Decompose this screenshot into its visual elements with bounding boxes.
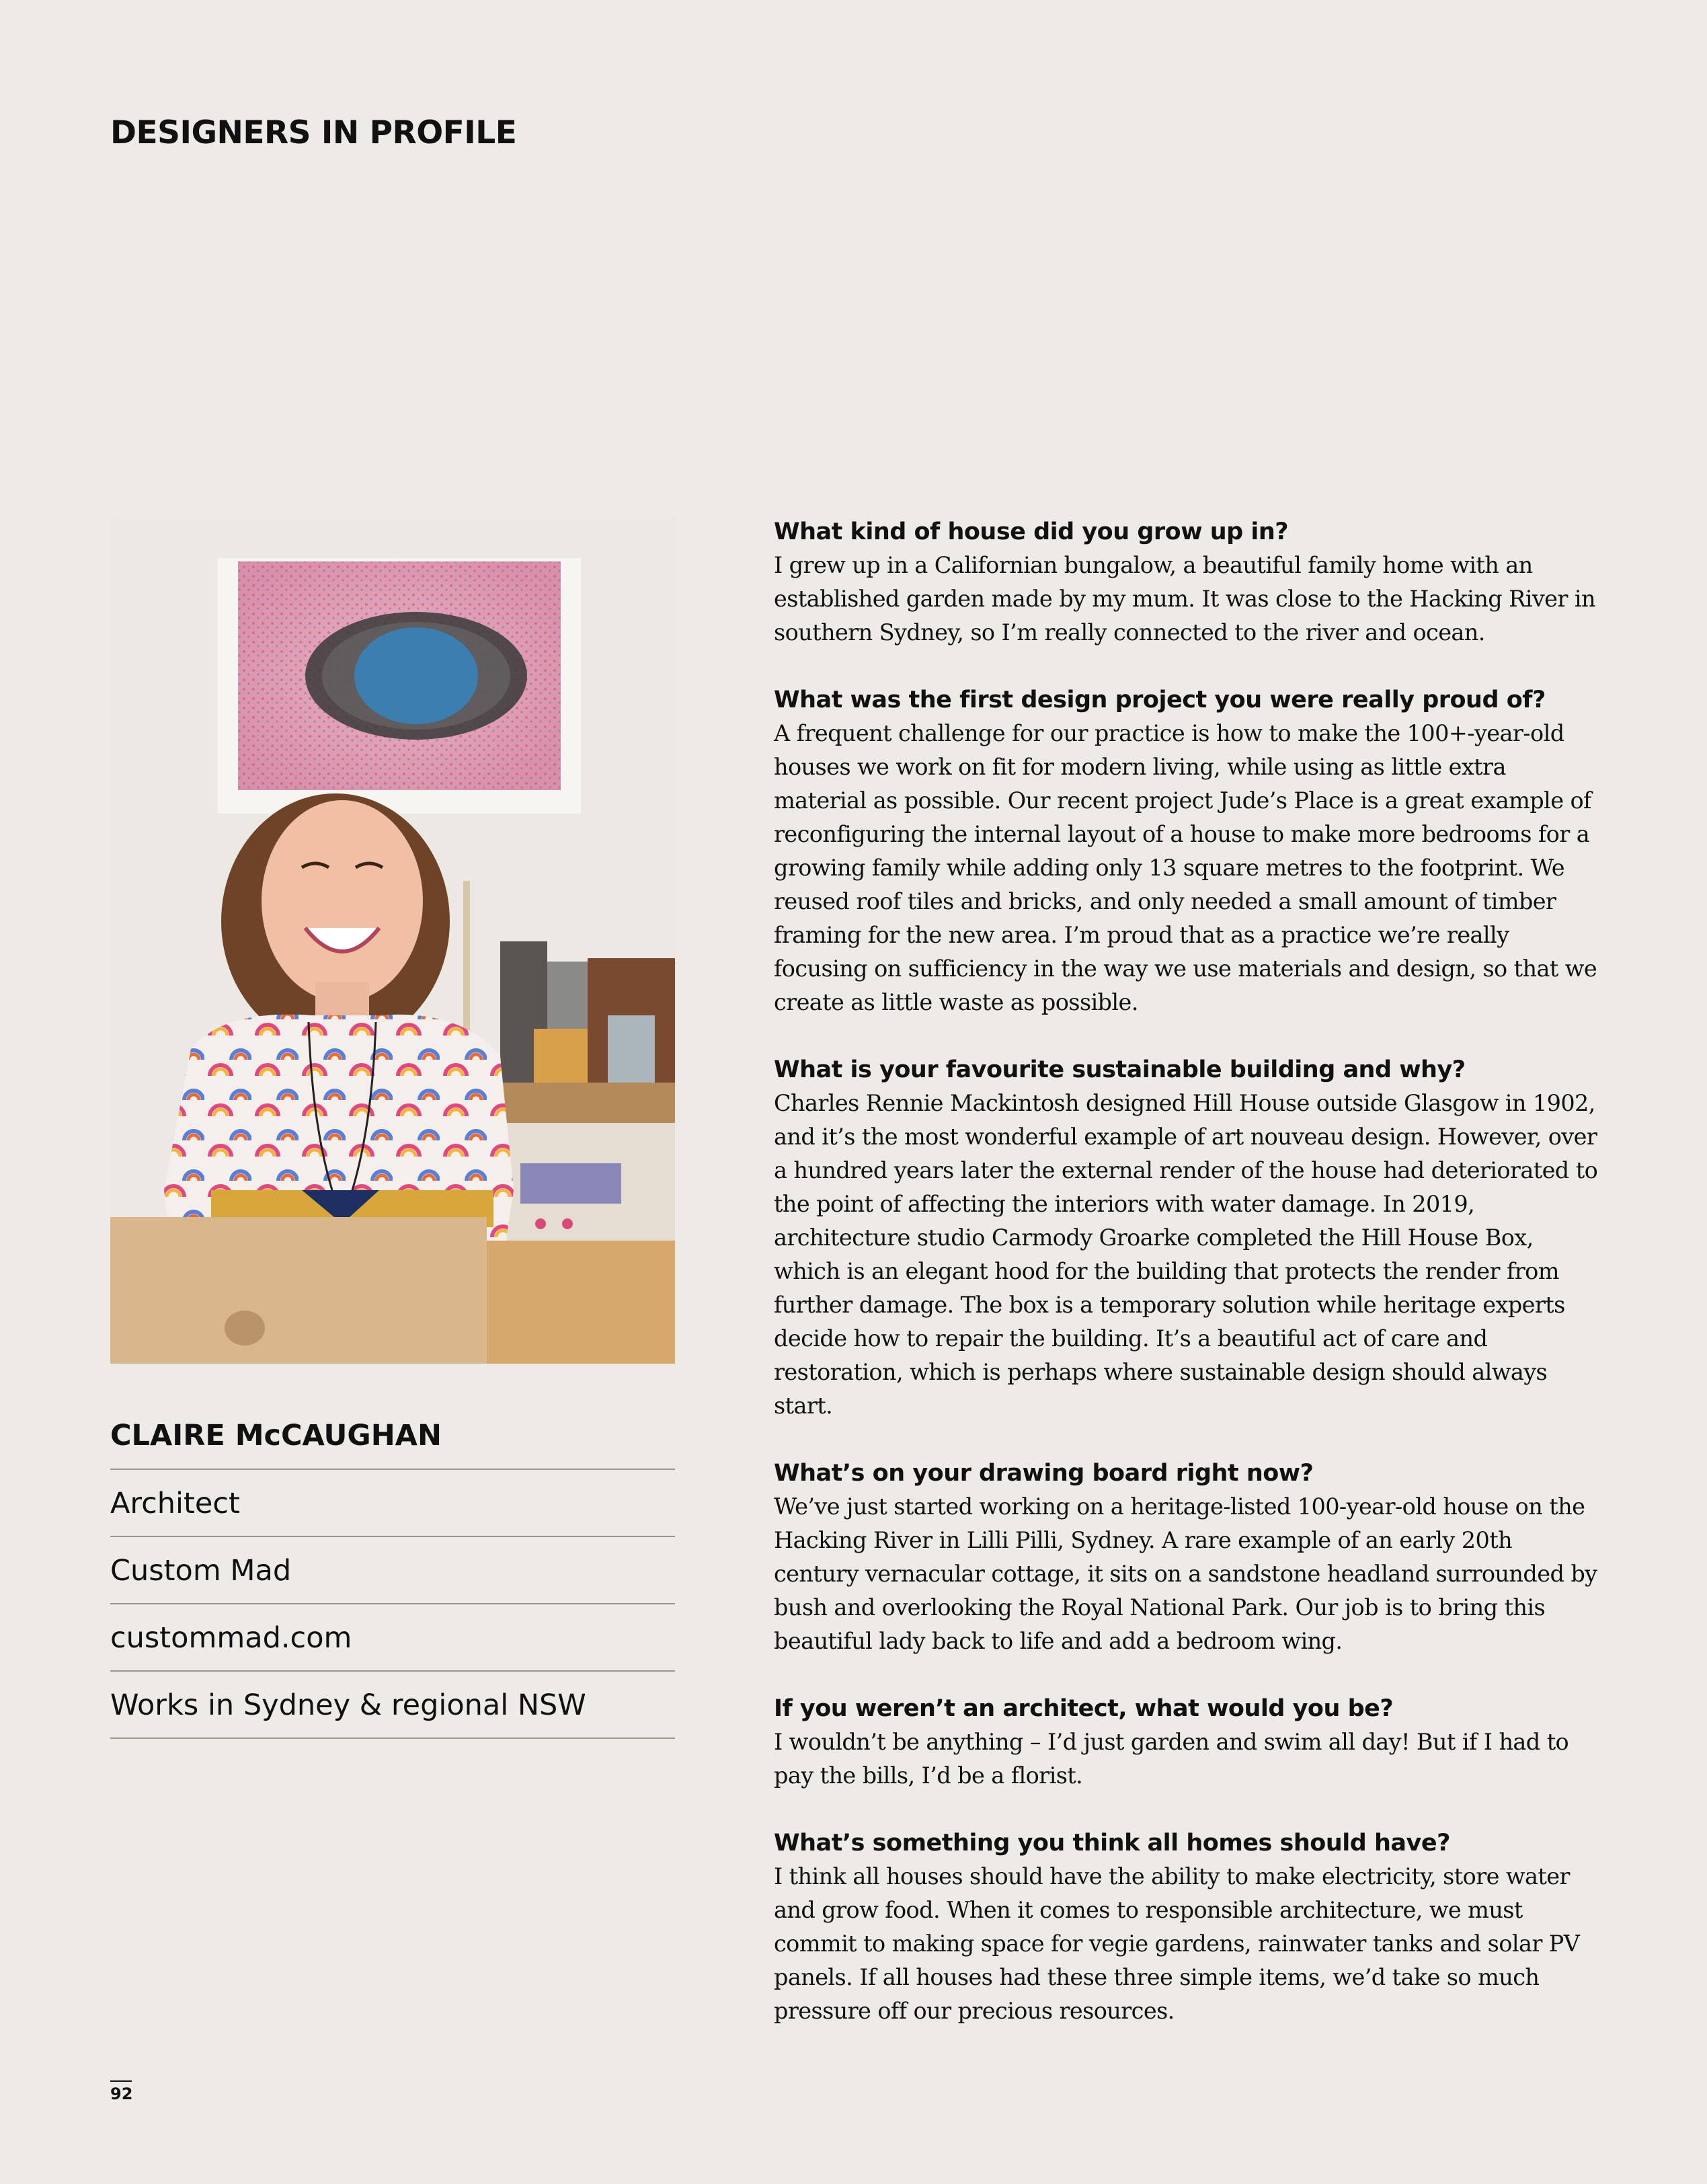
question: What’s on your drawing board right now? (774, 1460, 1314, 1487)
interview-qa (774, 515, 1601, 2062)
portrait-photo (110, 518, 675, 1364)
question: What was the first design project you were really proud of? (774, 687, 1546, 713)
answer: I wouldn’t be anything – I’d just garden and swim all day! But if I had to pay the bills, I’d be a florist. (774, 1729, 1569, 1789)
qa-item (774, 1826, 1601, 2028)
qa-item (774, 1692, 1601, 1793)
question: If you weren’t an architect, what would you be? (774, 1695, 1394, 1722)
qa-item (774, 1456, 1601, 1658)
answer: We’ve just started working on a heritage-listed 100-year-old house on the Hacking River in Lilli Pilli, Sydney. A rare example of an early 20th century vernacular cottage, it sits on a sandstone headland surrounded by bush and overlooking the Royal National Park. Our job is to bring this beautiful lady back to life and add a bedroom wing. (774, 1493, 1597, 1654)
profile-card (110, 1412, 675, 1739)
answer: I grew up in a Californian bungalow, a beautiful family home with an established garden made by my mum. It was close to the Hacking River in southern Sydney, so I’m really connected to the river and ocean. (774, 552, 1595, 646)
question: What is your favourite sustainable building and why? (774, 1056, 1466, 1083)
qa-item (774, 683, 1601, 1019)
answer: A frequent challenge for our practice is how to make the 100+-year-old houses we work on fit for modern living, while using as little extra material as possible. Our recent project Jude’s Place is a great example of reconfiguring the internal layout of a house to make more bedrooms for a growing family while adding only 13 square metres to the footprint. We reused roof tiles and bricks, and only needed a small amount of timber framing for the new area. I’m proud that as a practice we’re really focusing on sufficiency in the way we use materials and design, so that we create as little waste as possible. (774, 720, 1597, 1015)
question: What kind of house did you grow up in? (774, 518, 1289, 545)
designer-name: CLAIRE McCAUGHAN (110, 1412, 675, 1470)
answer: Charles Rennie Mackintosh designed Hill House outside Glasgow in 1902, and it’s the most wonderful example of art nouveau design. However, over a hundred years later the external render of the house had deteriorated to the point of affecting the interiors with water damage. In 2019, architecture studio Carmody Groarke completed the Hill House Box, which is an elegant hood for the building that protects the render from further damage. The box is a temporary solution while heritage experts decide how to repair the building. It’s a beautiful act of care and restoration, which is perhaps where sustainable design should always start. (774, 1090, 1598, 1419)
designer-website-link[interactable]: custommad.com (110, 1604, 675, 1672)
designer-role: Architect (110, 1470, 675, 1537)
qa-item (774, 515, 1601, 650)
qa-item (774, 1053, 1601, 1423)
designer-company: Custom Mad (110, 1537, 675, 1604)
page-number: 92 (110, 2080, 132, 2103)
question: What’s something you think all homes should have? (774, 1830, 1450, 1857)
section-title: DESIGNERS IN PROFILE (110, 114, 517, 151)
answer: I think all houses should have the ability to make electricity, store water and grow food. When it comes to responsible architecture, we must commit to making space for vegie gardens, rainwater tanks and solar PV panels. If all houses had these three simple items, we’d take so much pressure off our precious resources. (774, 1863, 1580, 2024)
designer-location: Works in Sydney & regional NSW (110, 1672, 675, 1739)
